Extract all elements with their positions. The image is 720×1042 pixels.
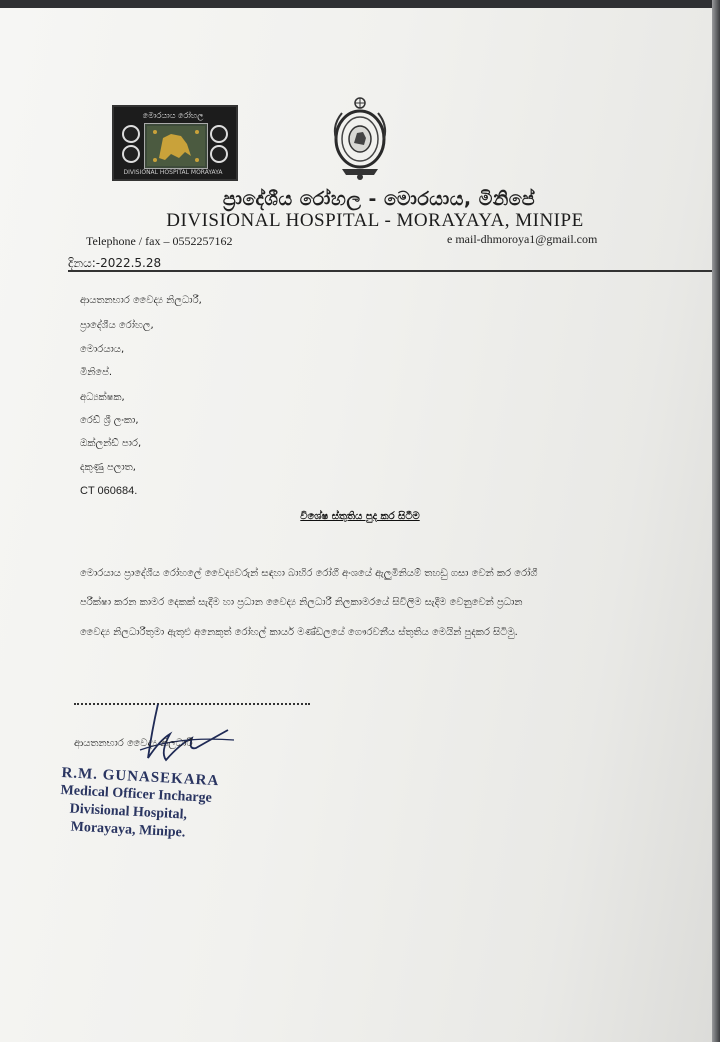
header-divider <box>68 270 712 272</box>
hospital-title-sinhala: ප්‍රාදේශීය රෝහල - මොරයාය, මිනිපේ <box>222 188 536 210</box>
letter-date: දිනය:-2022.5.28 <box>68 256 162 270</box>
logo-seal-icon <box>210 145 228 163</box>
hospital-logo <box>112 105 238 181</box>
recipient-line: මිනිපේ. <box>80 367 113 378</box>
logo-seal-icon <box>210 125 228 143</box>
photo-top-edge <box>0 0 720 8</box>
stamp-line: Divisional Hospital, <box>69 801 188 823</box>
recipient-line: දකුණු පලාත, <box>80 462 136 473</box>
logo-footer-text: DIVISIONAL HOSPITAL MORAYAYA <box>123 169 223 176</box>
stamp-line: Morayaya, Minipe. <box>70 819 186 841</box>
officer-stamp <box>58 764 219 844</box>
logo-banner-text: මොරයාය රෝහල <box>142 111 204 120</box>
recipient-line: මොරයාය, <box>80 344 125 355</box>
handwritten-signature <box>130 700 240 770</box>
email-text: e mail-dhmoroya1@gmail.com <box>447 232 598 246</box>
photo-right-edge <box>712 0 720 1042</box>
recipient-line: ප්‍රාදේශීය රෝහල, <box>80 320 154 331</box>
body-line: මොරයාය ප්‍රාදේශීය රෝහලේ වෛද්‍යවරුන් සඳහා බාහිර රෝගී අංශයේ ඇලුමිනියම් තහඩු ගසා වෙන් කර රෝගී <box>80 568 538 579</box>
telephone-text: Telephone / fax – 0552257162 <box>86 234 233 248</box>
logo-seal-icon <box>122 145 140 163</box>
lion-flag-icon <box>144 123 208 169</box>
stamp-line: R.M. GUNASEKARA <box>61 764 220 790</box>
hospital-title-english: DIVISIONAL HOSPITAL - MORAYAYA, MINIPE <box>166 210 584 231</box>
recipient-line: රෙඩ් ශ්‍රී ලංකා, <box>80 415 139 426</box>
recipient-line: අධ්‍යක්ෂක, <box>80 392 125 403</box>
recipient-line: ඔක්ලන්ඩ් පාර, <box>80 438 142 449</box>
recipient-line: ආයතනභාර වෛද්‍ය නිලධාරී, <box>80 295 202 306</box>
body-line: වෛද්‍ය නිලධාරීතුමා ඇතුළු අනෙකුත් රෝහල් කාර්ය මණ්ඩලයේ ගෞරවනීය ස්තුතිය මෙයින් පුදකර සිටිමු. <box>80 627 518 638</box>
stamp-line: Medical Officer Incharge <box>60 782 213 806</box>
body-line: පරීක්ෂා කරන කාමර දෙකක් සැදීම හා ප්‍රධාන වෛද්‍ය නිලධාරී නිලකාමරයේ සිවිලිම සැදීම වෙනුවෙන් ප්‍රධාන <box>80 597 523 608</box>
signature-title: ආයතනභාර වෛද්‍ය නිලධාරී <box>74 738 193 749</box>
sri-lanka-emblem-icon <box>330 95 390 181</box>
logo-seal-icon <box>122 125 140 143</box>
letter-subject: විශේෂ ස්තුතිය පුද කර සිටීම <box>300 511 420 522</box>
recipient-line: CT 060684. <box>80 485 138 497</box>
